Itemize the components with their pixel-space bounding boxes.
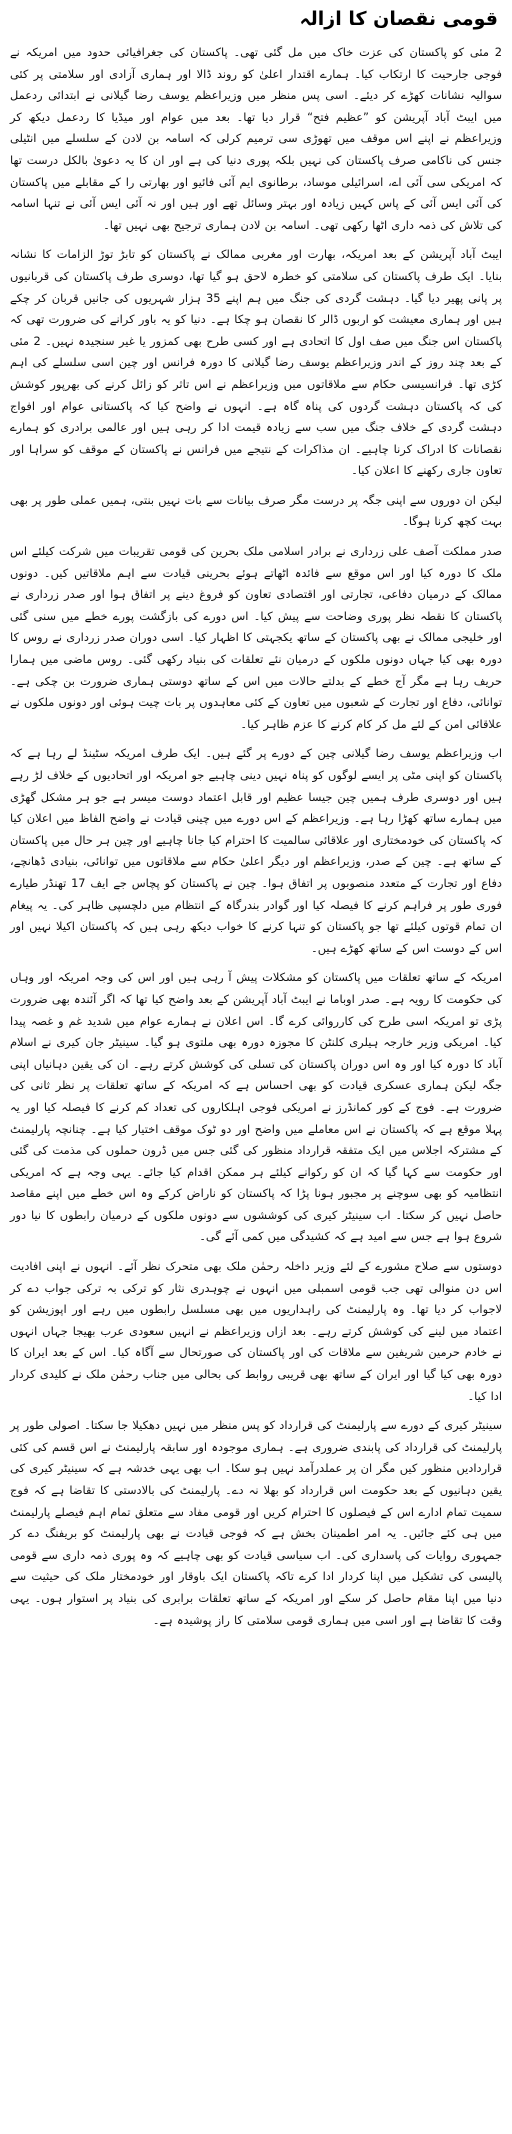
article-body xyxy=(10,42,502,1631)
article-paragraph-6: امریکہ کے ساتھ تعلقات میں پاکستان کو مشکلات پیش آ رہی ہیں اور اس کی وجہ امریکہ اور وہاں کی حکومت کا رویہ ہے۔ صدر اوباما نے ایبٹ آباد آپریشن کے بعد واضح کیا تھا کہ اگر آئندہ بھی ضرورت پڑی تو امریکہ اسی طرح کی کارروائی کرے گا۔ اس اعلان نے ہمارے عوام میں شدید غم و غصہ پیدا کیا۔ امریکی وزیر خارجہ ہیلری کلنٹن کا مجوزہ دورہ بھی ملتوی ہو گیا۔ سینیٹر جان کیری نے اسلام آباد کا دورہ کیا اور وہ اس دوران پاکستان کی تسلی کی کوشش کرتے رہے۔ ان کی یقین دہانیاں اپنی جگہ لیکن ہماری عسکری قیادت کو بھی احساس ہے کہ امریکہ کے ساتھ تعلقات پر نظر ثانی کی ضرورت ہے۔ فوج کے کور کمانڈرز نے امریکی فوجی اہلکاروں کی تعداد کم کرنے کا فیصلہ کیا اور یہ پہلا موقع ہے کہ پاکستان نے اس معاملے میں واضح اور دو ٹوک موقف اختیار کیا ہے۔ چنانچہ پارلیمنٹ کے مشترکہ اجلاس میں ایک متفقہ قرارداد منظور کی گئی جس میں ڈرون حملوں کی مذمت کی گئی اور حکومت سے کہا گیا کہ ان کو رکوانے کیلئے ہر ممکن اقدام کیا جائے۔ یہی وجہ ہے کہ امریکی انتظامیہ کو بھی سوچنے پر مجبور ہونا پڑا کہ پاکستان کو ناراض کرکے وہ اس خطے میں اپنے مقاصد حاصل نہیں کر سکتا۔ اب سینیٹر کیری کی کوششوں سے دونوں ملکوں کے درمیان رابطوں کا نیا دور شروع ہوا ہے جس سے امید ہے کہ کشیدگی میں کمی آئے گی۔ xyxy=(10,970,502,1244)
article-paragraph-3: لیکن ان دوروں سے اپنی جگہ پر درست مگر صرف بیانات سے بات نہیں بنتی، ہمیں عملی طور پر بھی بہت کچھ کرنا ہوگا۔ xyxy=(10,492,502,529)
article-paragraph-7: دوستوں سے صلاح مشورے کے لئے وزیر داخلہ رحمٰن ملک بھی متحرک نظر آئے۔ انہوں نے اپنی افادیت اس دن منوالی تھی جب قومی اسمبلی میں انہوں نے چوہدری نثار کو ترکی بہ ترکی جواب دے کر لاجواب کر دیا تھا۔ وہ پارلیمنٹ کی راہداریوں میں بھی مسلسل رابطوں میں رہے اور اپوزیشن کو اعتماد میں لینے کی کوشش کرتے رہے۔ بعد ازاں وزیراعظم نے انہیں سعودی عرب بھیجا جہاں انہوں نے خادم حرمین شریفین سے ملاقات کی اور پاکستان کی صورتحال سے آگاہ کیا۔ اس کے بعد ایران کا دورہ بھی کیا گیا اور ایران کے ساتھ بھی قریبی روابط کی بحالی میں جناب رحمٰن ملک نے کلیدی کردار ادا کیا۔ xyxy=(10,1259,502,1403)
article-paragraph-2: ایبٹ آباد آپریشن کے بعد امریکہ، بھارت اور مغربی ممالک نے پاکستان کو تابڑ توڑ الزامات کا نشانہ بنایا۔ ایک طرف پاکستان کی سلامتی کو خطرہ لاحق ہو گیا تھا، دوسری طرف پاکستان کی قربانیوں پر پانی پھیر دیا گیا۔ دہشت گردی کی جنگ میں ہم اپنے 35 ہزار شہریوں کی جانیں قربان کر چکے ہیں اور ہماری معیشت کو اربوں ڈالر کا نقصان ہو چکا ہے۔ دنیا کو یہ باور کرانے کی ضرورت تھی کہ پاکستان اس جنگ میں صف اول کا اتحادی ہے اور کسی طرح بھی کمزور یا غیر سنجیدہ نہیں۔ 2 مئی کے بعد چند روز کے اندر وزیراعظم یوسف رضا گیلانی کا دورہ فرانس اور چین اسی سلسلے کی اہم کڑی تھا۔ فرانسیسی حکام سے ملاقاتوں میں وزیراعظم نے اس تاثر کو زائل کرنے کی بھرپور کوشش کی کہ پاکستان دہشت گردوں کی پناہ گاہ ہے۔ انہوں نے واضح کیا کہ پاکستانی عوام اور افواج دہشت گردی کے خلاف جنگ میں سب سے زیادہ قیمت ادا کر رہی ہیں اور عالمی برادری کو ہمارے نقصانات کا ادراک کرنا چاہیے۔ ان مذاکرات کے نتیجے میں فرانس نے پاکستان کے موقف کو سراہا اور تعاون جاری رکھنے کا اعلان کیا۔ xyxy=(10,247,502,478)
article-paragraph-5: اب وزیراعظم یوسف رضا گیلانی چین کے دورے پر گئے ہیں۔ ایک طرف امریکہ سٹینڈ لے رہا ہے کہ پاکستان کو اپنی مٹی پر ایسے لوگوں کو پناہ نہیں دینی چاہیے جو امریکہ اور اتحادیوں کے خلاف لڑ رہے ہیں اور دوسری طرف ہمیں چین جیسا عظیم اور قابل اعتماد دوست میسر ہے جو ہر مشکل گھڑی میں ہمارے ساتھ کھڑا رہا ہے۔ وزیراعظم کے اس دورے میں چینی قیادت نے واضح الفاظ میں اعلان کیا کہ پاکستان کی خودمختاری اور علاقائی سالمیت کا احترام کیا جانا چاہیے اور چین ہر حال میں پاکستان کے ساتھ ہے۔ چین کے صدر، وزیراعظم اور دیگر اعلیٰ حکام سے ملاقاتوں میں توانائی، بنیادی ڈھانچے، دفاع اور تجارت کے متعدد منصوبوں پر اتفاق ہوا۔ چین نے پاکستان کو پچاس جے ایف 17 تھنڈر طیارے فوری طور پر فراہم کرنے کا فیصلہ کیا اور گوادر بندرگاہ کے انتظام میں دلچسپی ظاہر کی۔ یہ پیغام ان تمام قوتوں کیلئے تھا جو پاکستان کو تنہا کرنے کا خواب دیکھ رہی ہیں کہ پاکستان اکیلا نہیں اور اس کے دوست اس کے ساتھ کھڑے ہیں۔ xyxy=(10,746,502,955)
article-paragraph-1: 2 مئی کو پاکستان کی عزت خاک میں مل گئی تھی۔ پاکستان کی جغرافیائی حدود میں امریکہ نے فوجی جارحیت کا ارتکاب کیا۔ ہمارے اقتدار اعلیٰ کو روند ڈالا اور ہماری آزادی اور سلامتی پر کئی سوالیہ نشانات کھڑے کر دیئے۔ اسی پس منظر میں وزیراعظم یوسف رضا گیلانی نے ابتدائی ردعمل میں ایبٹ آباد آپریشن کو ”عظیم فتح“ قرار دیا تھا۔ بعد میں عوام اور میڈیا کا ردعمل دیکھ کر وزیراعظم نے اپنے اس موقف میں تھوڑی سی ترمیم کرلی کہ اسامہ بن لادن کے سلسلے میں انٹیلی جنس کی ناکامی صرف پاکستان کی نہیں بلکہ پوری دنیا کی ہے اور ان کا یہ دعویٰ بالکل درست تھا کہ امریکی سی آئی اے، اسرائیلی موساد، برطانوی ایم آئی فائیو اور بھارتی را کے مقابلے میں پاکستان کی آئی ایس آئی کے پاس کہیں زیادہ اور بہتر وسائل تھے اور ہیں اور نہ آئی ایس آئی نے تنہا اسامہ کی تلاش کی ذمہ داری اٹھا رکھی تھی۔ اسامہ بن لادن ہماری ترجیح بھی نہیں تھا۔ xyxy=(10,45,502,232)
article-paragraph-8: سینیٹر کیری کے دورے سے پارلیمنٹ کی قرارداد کو پس منظر میں نہیں دھکیلا جا سکتا۔ اصولی طور پر پارلیمنٹ کی قرارداد کی پابندی ضروری ہے۔ ہماری موجودہ اور سابقہ پارلیمنٹ نے اس قسم کی کئی قراردادیں منظور کیں مگر ان پر عملدرآمد نہیں ہو سکا۔ اب بھی یہی خدشہ ہے کہ سینیٹر کیری کی یقین دہانیوں کے بعد حکومت اس قرارداد کو بھلا نہ دے۔ پارلیمنٹ کی بالادستی کا تقاضا ہے کہ فوج سمیت تمام ادارے اس کے فیصلوں کا احترام کریں اور قومی مفاد سے متعلق تمام اہم فیصلے پارلیمنٹ میں ہی کئے جائیں۔ یہ امر اطمینان بخش ہے کہ فوجی قیادت نے بھی پارلیمنٹ کو بریفنگ دے کر جمہوری روایات کی پاسداری کی۔ اب سیاسی قیادت کو بھی چاہیے کہ وہ پوری ذمہ داری سے قومی پالیسی کی تشکیل میں اپنا کردار ادا کرے تاکہ پاکستان ایک باوقار اور خودمختار ملک کی حیثیت سے دنیا میں اپنا مقام حاصل کر سکے اور امریکہ کے ساتھ تعلقات برابری کی بنیاد پر استوار ہوں۔ یہی وقت کا تقاضا ہے اور اسی میں ہماری قومی سلامتی کا راز پوشیدہ ہے۔ xyxy=(10,1418,502,1627)
article-paragraph-4: صدر مملکت آصف علی زرداری نے برادر اسلامی ملک بحرین کی قومی تقریبات میں شرکت کیلئے اس ملک کا دورہ کیا اور اس موقع سے فائدہ اٹھاتے ہوئے بحرینی قیادت سے اہم ملاقاتیں کیں۔ دونوں ممالک کے درمیان دفاعی، تجارتی اور اقتصادی تعاون کو فروغ دینے پر اتفاق ہوا اور صدر زرداری نے پاکستان کا نقطہ نظر پوری وضاحت سے پیش کیا۔ اس دورے کی بازگشت پورے خطے میں سنی گئی اور خلیجی ممالک نے بھی پاکستان کے ساتھ یکجہتی کا اظہار کیا۔ اسی دوران صدر زرداری نے روس کا دورہ بھی کیا جہاں دونوں ملکوں کے درمیان نئے تعلقات کی بنیاد رکھی گئی۔ روس ماضی میں ہمارا حریف رہا ہے مگر آج خطے کے بدلتے حالات میں اس کے ساتھ دوستی ہماری ضرورت بن چکی ہے۔ توانائی، دفاع اور تجارت کے شعبوں میں تعاون کے کئی معاہدوں پر بات چیت ہوئی اور دونوں ملکوں نے علاقائی امن کے لئے مل کر کام کرنے کا عزم ظاہر کیا۔ xyxy=(10,544,502,731)
article-headline: قومی نقصان کا ازالہ xyxy=(299,8,498,30)
